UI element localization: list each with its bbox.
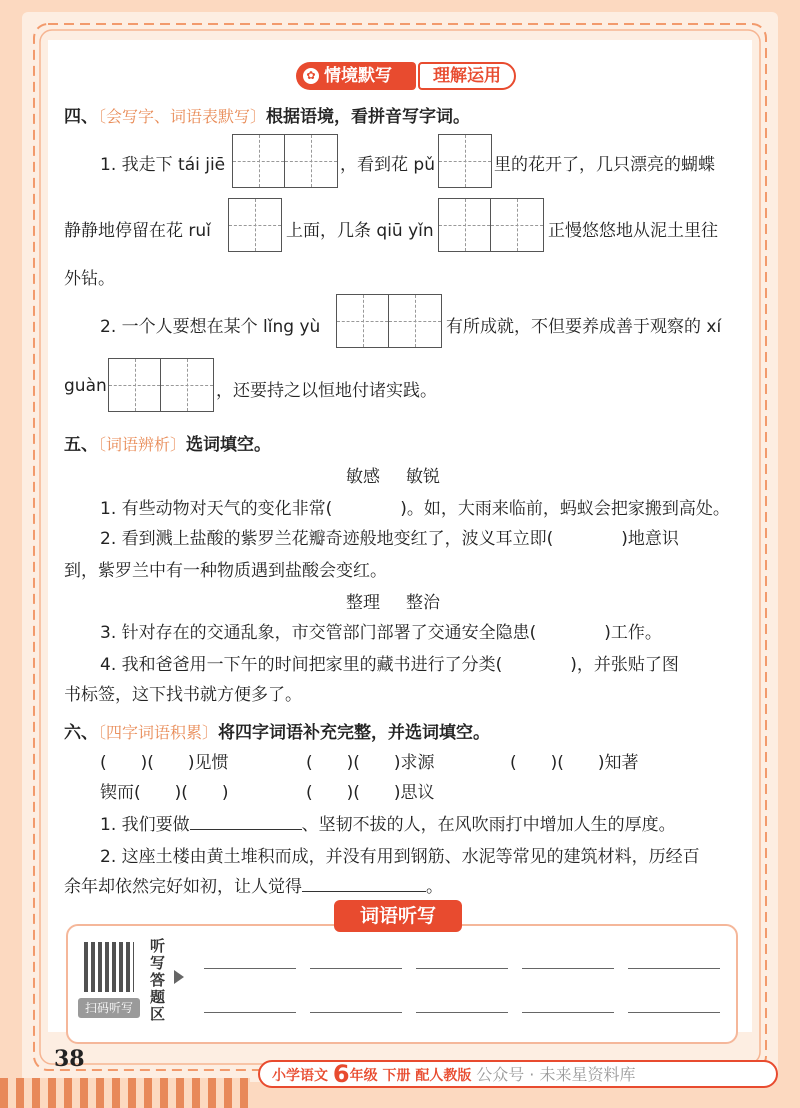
q4-2-text-a: 2. 一个人要想在某个 lǐng yù	[100, 317, 321, 337]
answer-grid-rui[interactable]	[228, 198, 282, 252]
answer-line[interactable]	[522, 1012, 614, 1013]
header-tab-usage: 理解运用	[418, 62, 516, 90]
q6-2a: 2. 这座土楼由黄土堆积而成，并没有用到钢筋、水泥等常见的建筑材料，历经百	[100, 847, 700, 867]
scan-listen-button[interactable]: 扫码听写	[78, 998, 140, 1018]
arrow-right-icon	[174, 970, 184, 984]
listening-title: 词语听写	[334, 900, 462, 932]
answer-grid-xiguan[interactable]	[108, 358, 214, 412]
answer-line[interactable]	[522, 968, 614, 969]
word-pair-2: 整理 整治	[346, 593, 440, 613]
q5-3: 3. 针对存在的交通乱象，市交管部门部署了交通安全隐患( )工作。	[100, 623, 662, 643]
blank-q6-2[interactable]	[302, 891, 426, 892]
idiom-5: ( )( )思议	[306, 783, 435, 803]
answer-grid-pu[interactable]	[438, 134, 492, 188]
page-number: 38	[54, 1046, 85, 1072]
answer-line[interactable]	[416, 1012, 508, 1013]
word-pair-1: 敏感 敏锐	[346, 467, 440, 487]
answer-line[interactable]	[204, 968, 296, 969]
q5-2b: 到，紫罗兰中有一种物质遇到盐酸会变红。	[64, 561, 387, 581]
listening-area-label: 听写答题区	[150, 937, 166, 1023]
q4-1-text-g: 外钻。	[64, 269, 115, 289]
idiom-2: ( )( )求源	[306, 753, 435, 773]
answer-line[interactable]	[204, 1012, 296, 1013]
section-5-heading: 五、〔词语辨析〕选词填空。	[64, 435, 272, 455]
idiom-1: ( )( )见惯	[100, 753, 229, 773]
q4-1-text-f: 正慢悠悠地从泥土里往	[548, 221, 718, 241]
q5-4a: 4. 我和爸爸用一下午的时间把家里的藏书进行了分类( )，并张贴了图	[100, 655, 679, 675]
answer-grid-taijie[interactable]	[232, 134, 338, 188]
answer-line[interactable]	[628, 968, 720, 969]
footer-stripes	[0, 1078, 250, 1108]
q4-1-text-c: 里的花开了，几只漂亮的蝴蝶	[494, 155, 715, 175]
qr-code-icon[interactable]	[84, 942, 134, 992]
bell-icon: ✿	[303, 68, 319, 84]
q4-2-text-c: guàn	[64, 376, 107, 396]
header-tab-context: ✿ 情境默写	[296, 62, 416, 90]
footer-bar: 小学语文 6年级 下册 配人教版 公众号 · 未来星资料库	[258, 1060, 778, 1088]
answer-line[interactable]	[310, 1012, 402, 1013]
q4-1-text-b: ，看到花 pǔ	[340, 155, 435, 175]
q5-2a: 2. 看到溅上盐酸的紫罗兰花瓣奇迹般地变红了，波义耳立即( )地意识	[100, 529, 679, 549]
q4-2-text-b: 有所成就，不但要养成善于观察的 xí	[446, 317, 722, 337]
idiom-3: ( )( )知著	[510, 753, 639, 773]
answer-line[interactable]	[310, 968, 402, 969]
answer-grid-lingyu[interactable]	[336, 294, 442, 348]
q4-1-text-d: 静静地停留在花 ruǐ	[64, 221, 211, 241]
q4-1-text-a: 1. 我走下 tái jiē	[100, 155, 226, 175]
q5-4b: 书标签，这下找书就方便多了。	[64, 685, 302, 705]
section-4-heading: 四、〔会写字、词语表默写〕根据语境，看拼音写字词。	[64, 107, 471, 127]
q6-1: 1. 我们要做 、坚韧不拔的人，在风吹雨打中增加人生的厚度。	[100, 815, 676, 835]
section-6-heading: 六、〔四字词语积累〕将四字词语补充完整，并选词填空。	[64, 723, 491, 743]
idiom-4: 锲而( )( )	[100, 783, 229, 803]
q4-1-text-e: 上面，几条 qiū yǐn	[286, 221, 434, 241]
blank-q6-1[interactable]	[190, 829, 302, 830]
watermark: 公众号 · 未来星资料库	[476, 1065, 636, 1084]
q4-2-text-d: ，还要持之以恒地付诸实践。	[216, 381, 437, 401]
q6-2b: 余年却依然完好如初，让人觉得 。	[64, 877, 443, 897]
q5-1: 1. 有些动物对天气的变化非常( )。如，大雨来临前，蚂蚁会把家搬到高处。	[100, 499, 730, 519]
answer-grid-qiuyin[interactable]	[438, 198, 544, 252]
answer-line[interactable]	[628, 1012, 720, 1013]
answer-line[interactable]	[416, 968, 508, 969]
